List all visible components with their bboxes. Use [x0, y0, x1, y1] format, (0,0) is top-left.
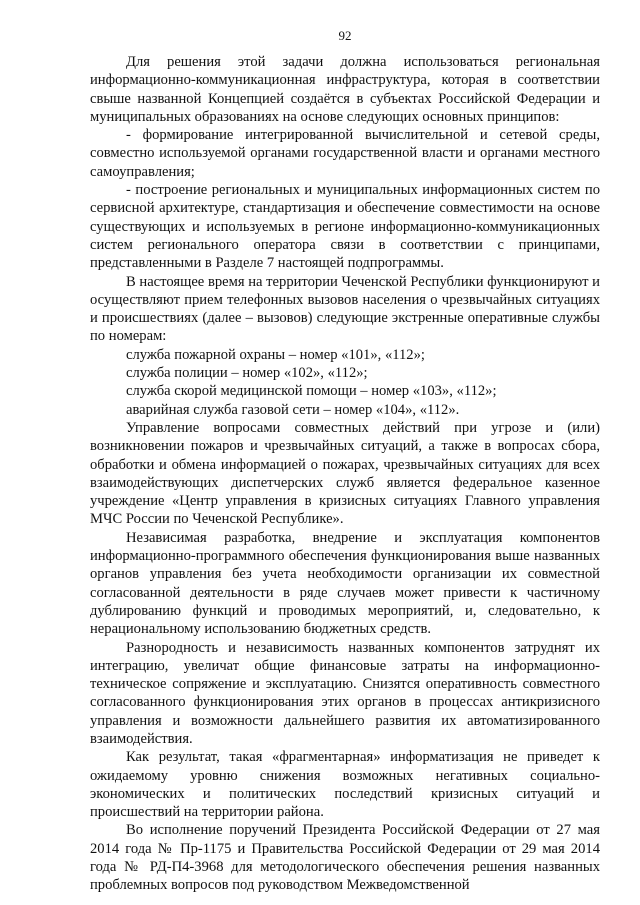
paragraph-independent-development: Независимая разработка, внедрение и эксплуатация компонентов информационно-программного обеспечения функционирования выше названных органов управления без учета необходимости организации их совместной согласованной деятельности в ряде случаев может привести к частичному дублированию функций и проводимых мероприятий, и, следовательно, к нерациональному использованию бюджетных средств. — [90, 529, 600, 638]
service-fire: служба пожарной охраны – номер «101», «112»; — [126, 346, 425, 363]
paragraph-management: Управление вопросами совместных действий при угрозе и (или) возникновении пожаров и чрезвычайных ситуаций, а также в вопросах сбора, обработки и обмена информацией о пожарах, чрезвычайных ситуациях для всех взаимодействующих диспетчерских служб является федеральное казенное учреждение «Центр управления в кризисных ситуациях Главного управления МЧС России по Чеченской Республике». — [90, 419, 600, 528]
paragraph-principle-service-architecture: - построение региональных и муниципальных информационных систем по сервисной архитектуре, стандартизация и обеспечение совместимости на основе существующих и используемых в регионе информационно-коммуникационных систем регионального оператора связи в соответствии с принципами, представленными в Разделе 7 настоящей подпрограммы. — [90, 182, 600, 272]
paragraph-emergency-services-intro: В настоящее время на территории Чеченской Республики функционируют и осуществляют прием телефонных вызовов населения о чрезвычайных ситуациях и происшествиях (далее – вызовов) следующие экстренные оперативные службы по номерам: — [90, 273, 600, 345]
paragraph-result: Как результат, такая «фрагментарная» информатизация не приведет к ожидаемому уровню снижения возможных негативных социально-экономических и политических последствий кризисных ситуаций и происшествий на территории района. — [90, 749, 600, 821]
paragraph-presidential-orders: Во исполнение поручений Президента Российской Федерации от 27 мая 2014 года № Пр-1175 и Правительства Российской Федерации от 29 мая 2014 года № РД-П4-3968 для методологического обеспечения решения названных проблемных вопросов под руководством Межведомственной — [90, 822, 600, 894]
paragraph-heterogeneity: Разнородность и независимость названных компонентов затруднят их интеграцию, увеличат общие финансовые затраты на информационно-техническое сопряжение и эксплуатацию. Снизятся оперативность совместного согласованного функционирования этих органов в процессах антикризисного управления и возможности дальнейшего развития их автоматизированного взаимодействия. — [90, 639, 600, 747]
page-number: 92 — [338, 28, 352, 43]
service-ambulance: служба скорой медицинской помощи – номер «103», «112»; — [126, 383, 497, 400]
service-police: служба полиции – номер «102», «112»; — [126, 365, 368, 382]
paragraph-infrastructure: Для решения этой задачи должна использоваться региональная информационно-коммуникационная инфраструктура, которая в соответствии свыше названной Концепцией создаётся в субъектах Российской Федерации и муниципальных образованиях на основе следующих основных принципов: — [90, 54, 600, 125]
document-body — [90, 53, 600, 895]
service-gas: аварийная служба газовой сети – номер «104», «112». — [126, 401, 460, 418]
paragraph-principle-integrated-environment: - формирование интегрированной вычислительной и сетевой среды, совместно используемой органами государственной власти и органами местного самоуправления; — [90, 127, 600, 180]
